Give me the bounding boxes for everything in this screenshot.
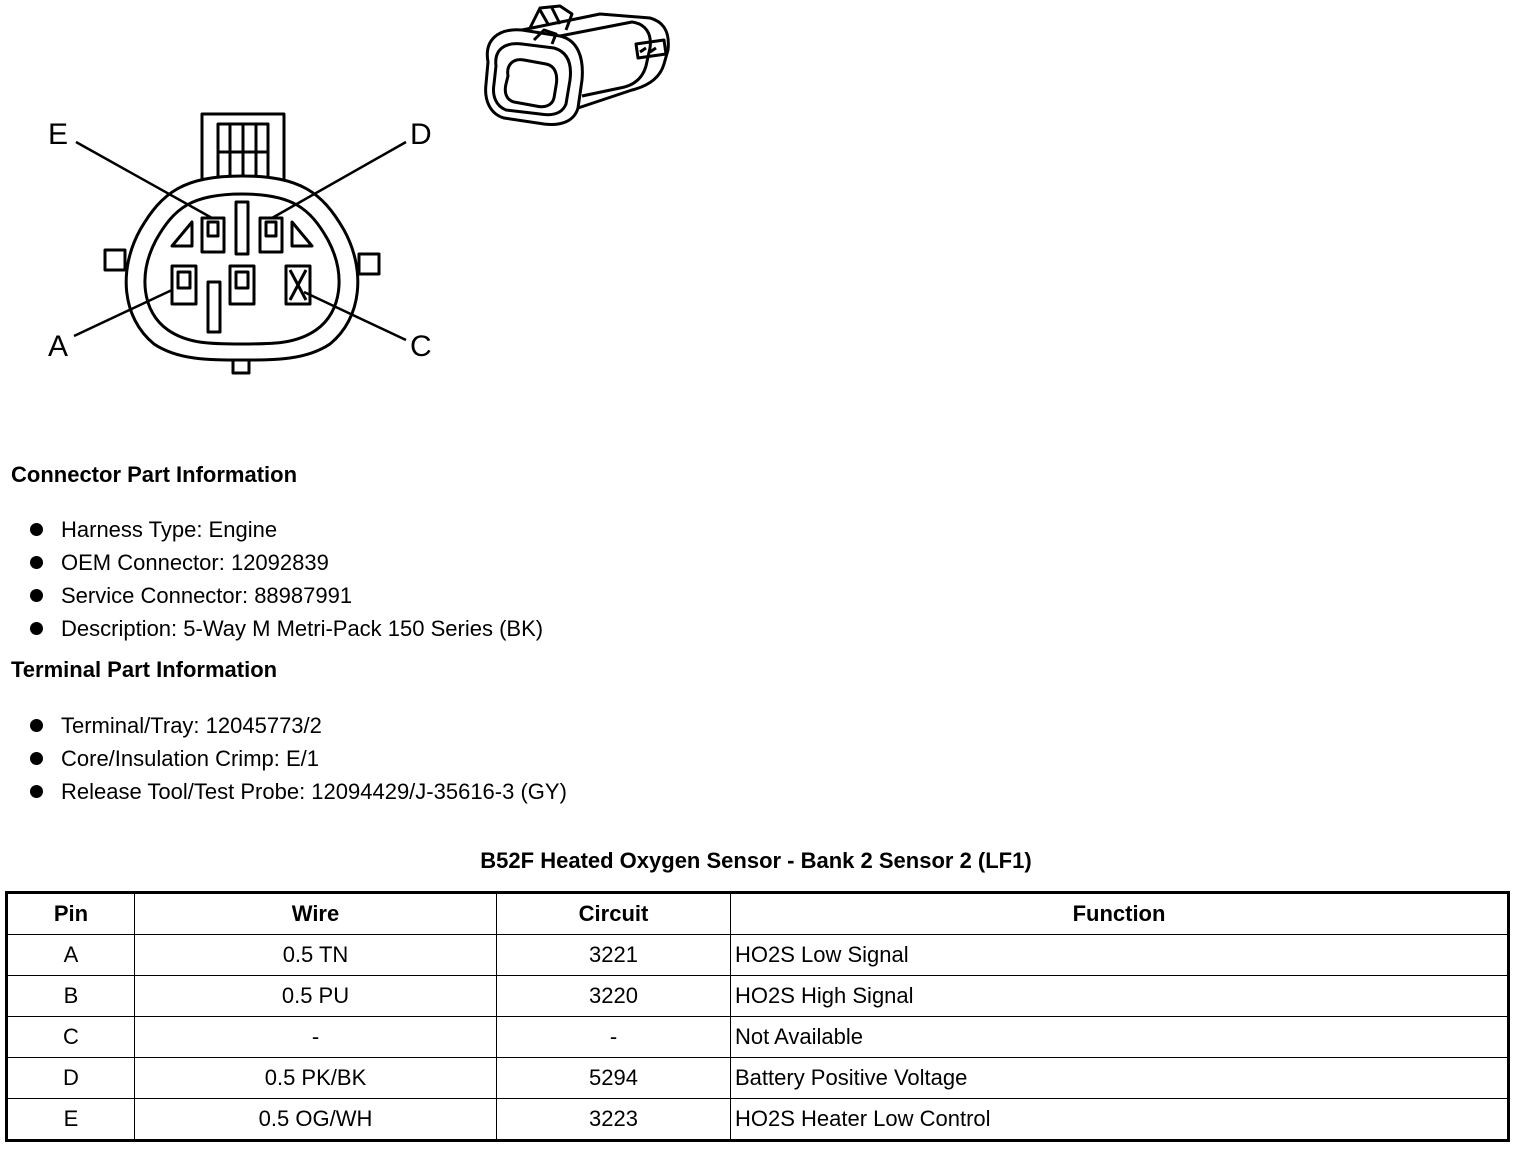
list-item-text: Harness Type: Engine	[61, 517, 278, 542]
terminal-part-information-heading: Terminal Part Information	[11, 657, 278, 682]
table-header-row	[7, 893, 1509, 935]
cell-circuit: 5294	[497, 1058, 731, 1099]
list-item	[28, 513, 543, 546]
pin-label-d: D	[410, 118, 432, 151]
pin-label-a: A	[48, 330, 69, 363]
bullet-icon	[30, 719, 43, 732]
list-item-text: Service Connector: 88987991	[61, 583, 353, 608]
cell-function: HO2S High Signal	[731, 976, 1509, 1017]
bullet-icon	[30, 622, 43, 635]
table-row	[7, 976, 1509, 1017]
bullet-icon	[30, 785, 43, 798]
connector-face-diagram	[0, 0, 720, 420]
cell-circuit: -	[497, 1017, 731, 1058]
terminal-info-list	[28, 709, 567, 808]
list-item-text: Release Tool/Test Probe: 12094429/J-35616-3 (GY)	[61, 779, 567, 804]
bullet-icon	[30, 589, 43, 602]
cell-wire: 0.5 PU	[135, 976, 497, 1017]
cell-pin: C	[7, 1017, 135, 1058]
column-header-pin: Pin	[7, 893, 135, 935]
cell-pin: E	[7, 1099, 135, 1141]
bullet-icon	[30, 523, 43, 536]
connector-isometric-illustration	[486, 6, 669, 124]
cell-circuit: 3223	[497, 1099, 731, 1141]
cell-wire: -	[135, 1017, 497, 1058]
cell-wire: 0.5 PK/BK	[135, 1058, 497, 1099]
cell-pin: A	[7, 935, 135, 976]
cell-wire: 0.5 OG/WH	[135, 1099, 497, 1141]
column-header-function: Function	[731, 893, 1509, 935]
list-item	[28, 579, 543, 612]
pin-table	[5, 891, 1510, 1142]
pin-label-c: C	[410, 330, 432, 363]
list-item-text: OEM Connector: 12092839	[61, 550, 329, 575]
pin-label-e: E	[48, 118, 69, 151]
column-header-wire: Wire	[135, 893, 497, 935]
cell-circuit: 3220	[497, 976, 731, 1017]
connector-face	[105, 114, 379, 373]
cell-function: Not Available	[731, 1017, 1509, 1058]
cell-wire: 0.5 TN	[135, 935, 497, 976]
table-title: B52F Heated Oxygen Sensor - Bank 2 Sensor 2 (LF1)	[480, 848, 1032, 873]
bullet-icon	[30, 752, 43, 765]
table-row	[7, 935, 1509, 976]
list-item-text: Core/Insulation Crimp: E/1	[61, 746, 319, 771]
cell-pin: D	[7, 1058, 135, 1099]
list-item	[28, 775, 567, 808]
list-item-text: Terminal/Tray: 12045773/2	[61, 713, 322, 738]
list-item	[28, 709, 567, 742]
list-item	[28, 612, 543, 645]
cell-function: HO2S Heater Low Control	[731, 1099, 1509, 1141]
column-header-circuit: Circuit	[497, 893, 731, 935]
list-item-text: Description: 5-Way M Metri-Pack 150 Series (BK)	[61, 616, 544, 641]
cell-pin: B	[7, 976, 135, 1017]
connector-part-information-heading: Connector Part Information	[11, 462, 298, 487]
list-item	[28, 546, 543, 579]
table-row	[7, 1058, 1509, 1099]
connector-info-list	[28, 513, 543, 645]
table-row	[7, 1099, 1509, 1141]
cell-circuit: 3221	[497, 935, 731, 976]
table-row	[7, 1017, 1509, 1058]
cell-function: Battery Positive Voltage	[731, 1058, 1509, 1099]
list-item	[28, 742, 567, 775]
cell-function: HO2S Low Signal	[731, 935, 1509, 976]
bullet-icon	[30, 556, 43, 569]
